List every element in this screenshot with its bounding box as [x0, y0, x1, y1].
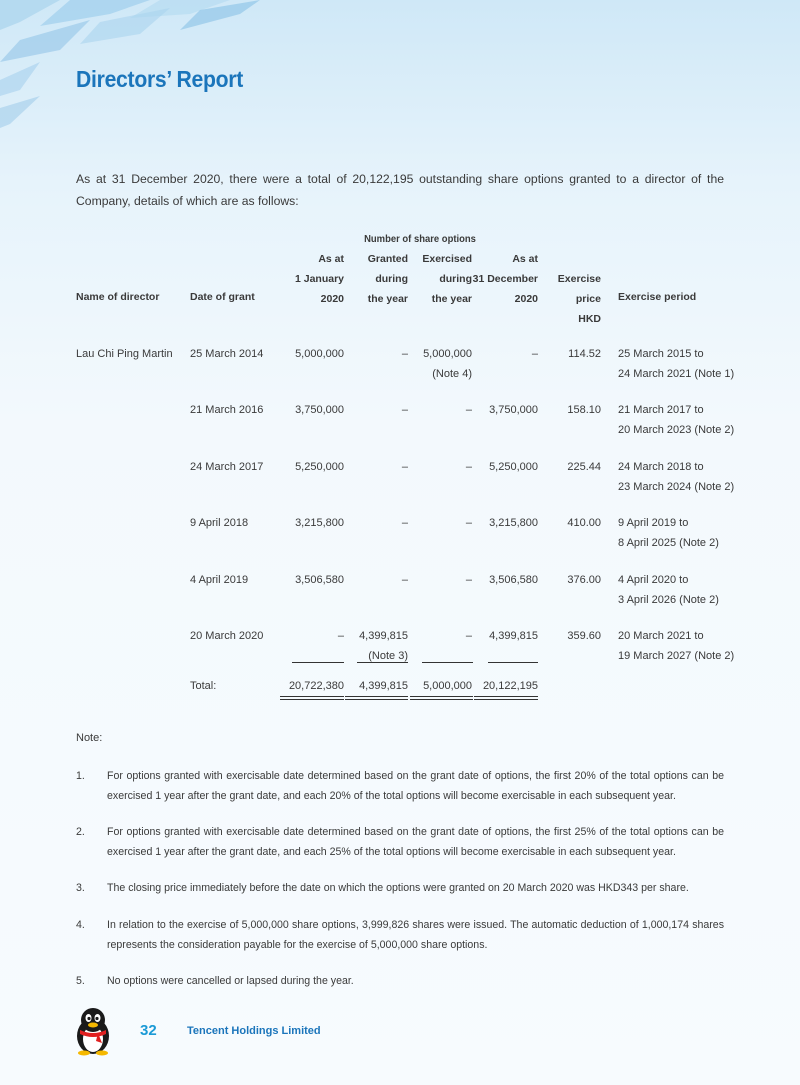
cell-as-at-dec: 4,399,815 — [489, 630, 538, 642]
total-as-at-dec: 20,122,195 — [482, 680, 538, 692]
cell-price: 376.00 — [567, 574, 601, 586]
cell-granted: – — [401, 574, 408, 586]
cell-price: 410.00 — [567, 517, 601, 529]
cell-granted: – — [401, 348, 408, 360]
cell-as-at-dec: 3,215,800 — [489, 517, 538, 529]
header-granted: Granted during the year — [367, 253, 408, 305]
cell-period: 9 April 2019 to 8 April 2025 (Note 2) — [618, 517, 719, 549]
cell-period: 20 March 2021 to 19 March 2027 (Note 2) — [618, 630, 735, 662]
cell-as-at-dec: 5,250,000 — [489, 461, 538, 473]
note-item: 4. In relation to the exercise of 5,000,000 share options, 3,999,826 shares were issued. The automatic deduction of 1,000,174 shares represents the consideration payable for the exercise of 5,000,000 share options. — [76, 919, 724, 951]
cell-as-at-jan: 3,750,000 — [295, 404, 344, 416]
cell-exercised: 5,000,000 (Note 4) — [423, 348, 472, 380]
cell-as-at-jan: 5,250,000 — [295, 461, 344, 473]
total-double-rule — [474, 696, 538, 700]
company-name: Tencent Holdings Limited — [187, 1025, 321, 1037]
subtotal-rule — [292, 662, 344, 663]
cell-as-at-jan: 3,506,580 — [295, 574, 344, 586]
cell-as-at-dec: 3,750,000 — [489, 404, 538, 416]
header-exercise-period: Exercise period — [618, 291, 697, 303]
cell-date: 25 March 2014 — [190, 348, 264, 360]
penguin-logo-icon — [72, 1006, 114, 1056]
intro-paragraph: As at 31 December 2020, there were a total of 20,122,195 outstanding share options granted to a director of the Company, details of which are as follows: — [76, 172, 724, 208]
header-date-of-grant: Date of grant — [190, 291, 255, 303]
cell-as-at-dec: 3,506,580 — [489, 574, 538, 586]
total-exercised: 5,000,000 — [423, 680, 472, 692]
subtotal-rule — [357, 662, 408, 663]
header-as-at-31-december: As at 31 December 2020 — [472, 253, 538, 305]
page-number: 32 — [140, 1022, 157, 1039]
total-as-at-jan: 20,722,380 — [288, 680, 344, 692]
total-double-rule — [345, 696, 408, 700]
cell-granted: – — [401, 404, 408, 416]
cell-period: 24 March 2018 to 23 March 2024 (Note 2) — [618, 461, 735, 493]
note-item: 2. For options granted with exercisable date determined based on the grant date of options, the first 25% of the total options can be exercised 1 year after the grant date, and each 25% of the total options will become exercisable in each subsequent year. — [76, 826, 724, 858]
cell-date: 9 April 2018 — [190, 517, 249, 529]
header-name-of-director: Name of director — [76, 291, 160, 303]
page-title: Directors’ Report — [76, 66, 243, 92]
note-item: 3. The closing price immediately before the date on which the options were granted on 20 March 2020 was HKD343 per share. — [76, 882, 689, 894]
cell-price: 225.44 — [567, 461, 601, 473]
notes-label: Note: — [76, 732, 103, 744]
cell-exercised: – — [465, 461, 472, 473]
cell-period: 21 March 2017 to 20 March 2023 (Note 2) — [618, 404, 735, 436]
total-double-rule — [280, 696, 344, 700]
subtotal-rule — [422, 662, 473, 663]
cell-as-at-dec: – — [531, 348, 538, 360]
cell-date: 20 March 2020 — [190, 630, 264, 642]
note-item: 5. No options were cancelled or lapsed during the year. — [76, 975, 354, 987]
cell-as-at-jan: – — [337, 630, 344, 642]
group-header: Number of share options — [364, 233, 476, 245]
cell-date: 4 April 2019 — [190, 574, 249, 586]
cell-granted: – — [401, 461, 408, 473]
cell-exercised: – — [465, 574, 472, 586]
header-exercise-price: Exercise price HKD — [557, 273, 601, 325]
total-granted: 4,399,815 — [359, 680, 408, 692]
total-double-rule — [410, 696, 473, 700]
cell-exercised: – — [465, 630, 472, 642]
cell-exercised: – — [465, 517, 472, 529]
total-label: Total: — [190, 680, 217, 692]
cell-date: 21 March 2016 — [190, 404, 264, 416]
cell-granted: – — [401, 517, 408, 529]
director-name: Lau Chi Ping Martin — [76, 348, 173, 360]
cell-as-at-jan: 3,215,800 — [295, 517, 344, 529]
header-exercised: Exercised during the year — [422, 253, 472, 305]
cell-exercised: – — [465, 404, 472, 416]
note-item: 1. For options granted with exercisable date determined based on the grant date of options, the first 20% of the total options can be exercised 1 year after the grant date, and each 20% of the total options will become exercisable in each subsequent year. — [76, 770, 724, 802]
cell-price: 114.52 — [568, 348, 601, 360]
header-as-at-1-january: As at 1 January 2020 — [294, 253, 344, 305]
cell-date: 24 March 2017 — [190, 461, 264, 473]
cell-period: 4 April 2020 to 3 April 2026 (Note 2) — [618, 574, 719, 606]
cell-granted: 4,399,815 (Note 3) — [359, 630, 408, 662]
cell-price: 359.60 — [567, 630, 601, 642]
subtotal-rule — [488, 662, 538, 663]
cell-period: 25 March 2015 to 24 March 2021 (Note 1) — [618, 348, 735, 380]
cell-as-at-jan: 5,000,000 — [295, 348, 344, 360]
cell-price: 158.10 — [567, 404, 601, 416]
